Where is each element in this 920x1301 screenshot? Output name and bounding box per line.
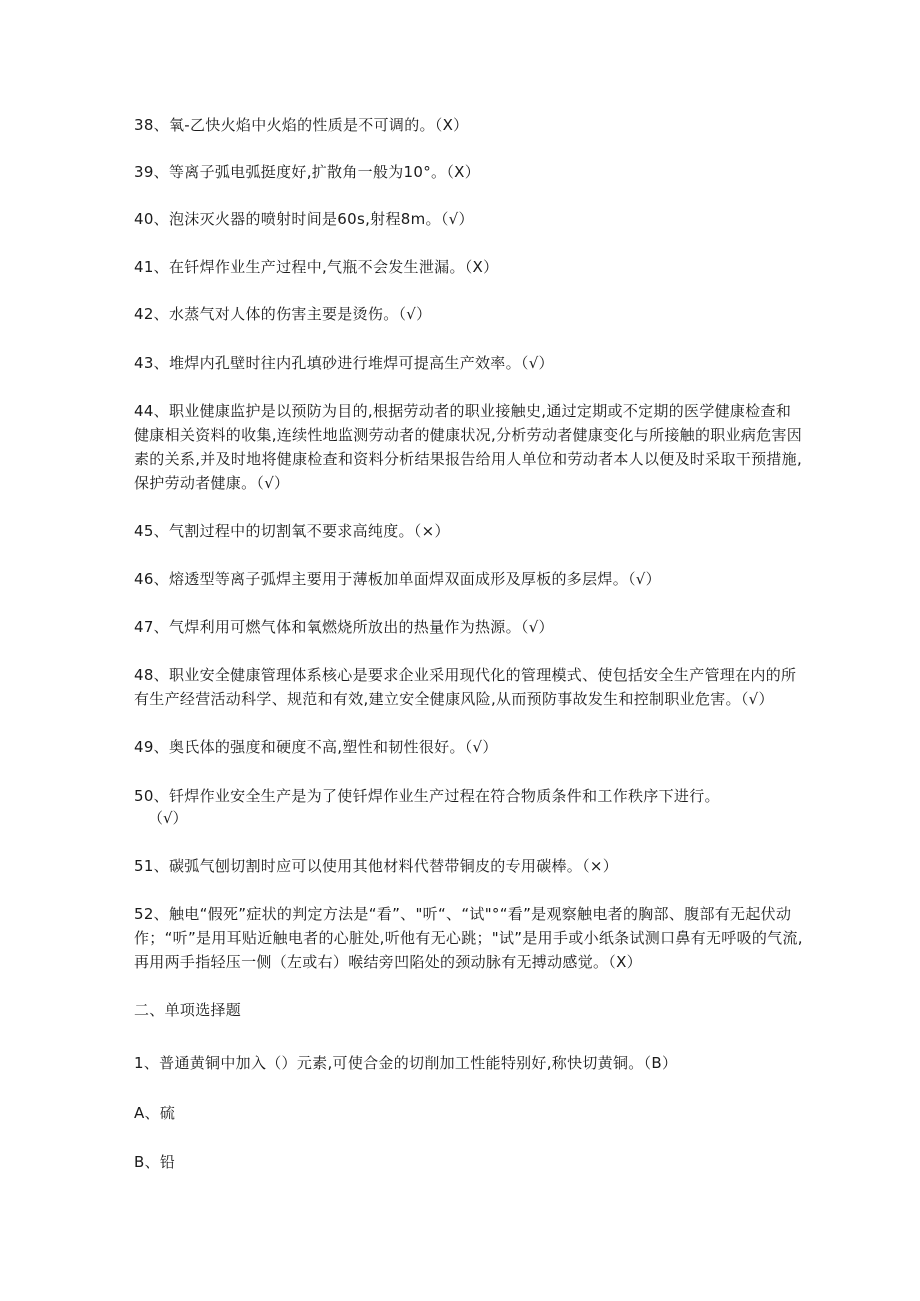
statement-47: 47、气焊利用可燃气体和氧燃烧所放出的热量作为热源。（√） — [134, 618, 554, 636]
question-1: 1、普通黄铜中加入（）元素,可使合金的切削加工性能特别好,称快切黄铜。（B） — [134, 1054, 678, 1072]
statement-51: 51、碳弧气刨切割时应可以使用其他材料代替带铜皮的专用碳棒。（×） — [134, 857, 619, 875]
statement-50-answer: （√） — [148, 809, 188, 827]
statement-52: 52、触电“假死”症状的判定方法是“看”、"听“、“试"°“看”是观察触电者的胸部、腹部有无起伏动作；“听”是用耳贴近触电者的心脏处,听他有无心跳；"试”是用手或小纸条试测口鼻有无呼吸的气流,再用两手指轻压一侧（左或右）喉结旁凹陷处的颈动脉有无搏动感觉。（X） — [134, 905, 803, 971]
statement-49: 49、奥氏体的强度和硬度不高,塑性和韧性很好。（√） — [134, 738, 498, 756]
statement-44: 44、职业健康监护是以预防为目的,根据劳动者的职业接触史,通过定期或不定期的医学健康检查和健康相关资料的收集,连续性地监测劳动者的健康状况,分析劳动者健康变化与所接触的职业病危害因素的关系,并及时地将健康检查和资料分析结果报告给用人单位和劳动者本人以便及时采取干预措施,保护劳动者健康。（√） — [134, 402, 803, 492]
section-heading: 二、单项选择题 — [134, 1001, 242, 1019]
statement-39: 39、等离子弧电弧挺度好,扩散角一般为10°。（X） — [134, 163, 481, 181]
statement-40: 40、泡沫灭火器的喷射时间是60s,射程8m。（√） — [134, 210, 474, 228]
statement-45: 45、气割过程中的切割氧不要求高纯度。（×） — [134, 522, 450, 540]
statement-48: 48、职业安全健康管理体系核心是要求企业采用现代化的管理模式、使包括安全生产管理在内的所有生产经营活动科学、规范和有效,建立安全健康风险,从而预防事故发生和控制职业危害。（√） — [134, 666, 797, 708]
statement-42: 42、水蒸气对人体的伤害主要是烫伤。（√） — [134, 305, 432, 323]
statement-43: 43、堆焊内孔壁时往内孔填砂进行堆焊可提高生产效率。（√） — [134, 354, 554, 372]
option-a: A、硫 — [134, 1104, 176, 1122]
statement-46: 46、熔透型等离子弧焊主要用于薄板加单面焊双面成形及厚板的多层焊。（√） — [134, 570, 661, 588]
statement-41: 41、在钎焊作业生产过程中,气瓶不会发生泄漏。（X） — [134, 258, 499, 276]
statement-50: 50、钎焊作业安全生产是为了使钎焊作业生产过程在符合物质条件和工作秩序下进行。 — [134, 787, 720, 805]
option-b: B、铅 — [134, 1153, 176, 1171]
statement-38: 38、氧-乙快火焰中火焰的性质是不可调的。（X） — [134, 116, 469, 134]
